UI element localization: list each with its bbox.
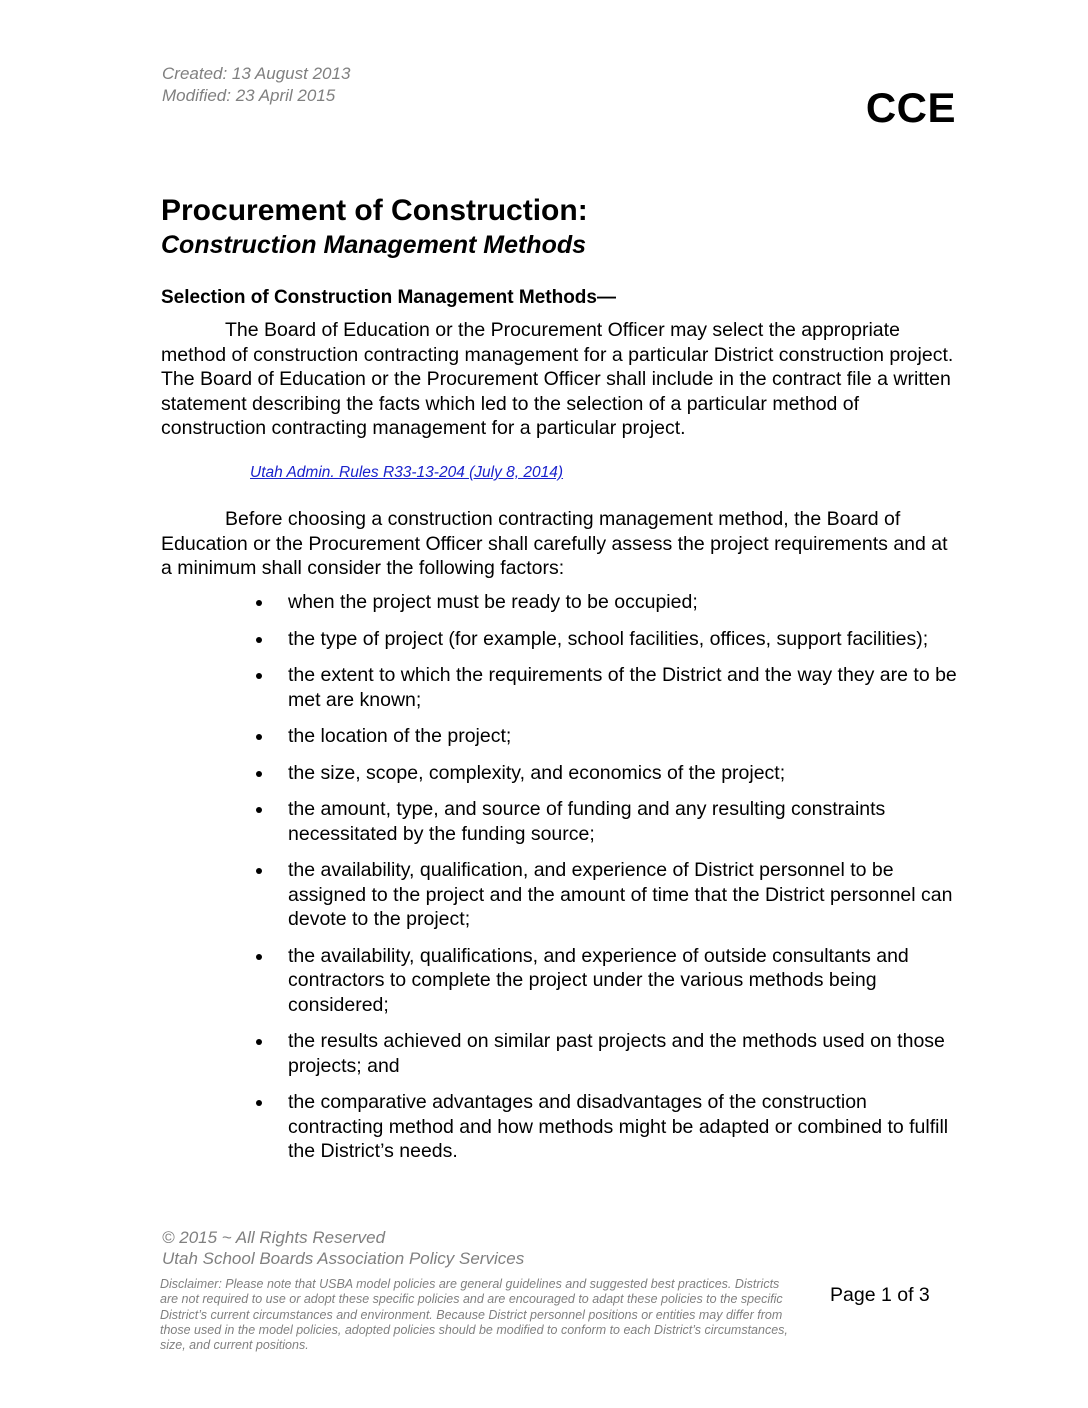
bullet-icon — [256, 807, 262, 813]
footer-disclaimer: Disclaimer: Please note that USBA model policies are general guidelines and suggested best practices. Districts are not required to use or adopt these specific policies and are encouraged to adapt these policies to the specific District’s current circumstances and environment. Because District personnel positions or entities may differ from those used in the model policies, adopted policies should be modified to conform to each District’s circumstances, size, and current positions. — [160, 1277, 788, 1353]
page-subtitle: Construction Management Methods — [161, 231, 587, 259]
list-item: the extent to which the requirements of the District and the way they are to be met are known; — [232, 663, 962, 712]
list-item: the availability, qualifications, and experience of outside consultants and contractors to complete the project under the various methods being considered; — [232, 944, 962, 1018]
list-item: the location of the project; — [232, 724, 962, 749]
list-item: the availability, qualification, and experience of District personnel to be assigned to the project and the amount of time that the District personnel can devote to the project; — [232, 858, 962, 932]
page-title: Procurement of Construction: — [161, 194, 588, 227]
paragraph-factors-intro-text: Before choosing a construction contracting management method, the Board of Education or the Procurement Officer shall carefully assess the project requirements and at a minimum shall consider the following factors: — [161, 508, 948, 579]
list-item: the comparative advantages and disadvantages of the construction contracting method and how methods might be adapted or combined to fulfill the District’s needs. — [232, 1090, 962, 1164]
list-item: the type of project (for example, school facilities, offices, support facilities); — [232, 627, 962, 652]
list-item: the size, scope, complexity, and economics of the project; — [232, 761, 962, 786]
created-date: Created: 13 August 2013 — [162, 64, 351, 83]
list-item: the results achieved on similar past projects and the methods used on those projects; and — [232, 1029, 962, 1078]
bullet-icon — [256, 734, 262, 740]
bullet-icon — [256, 673, 262, 679]
policy-code: CCE — [865, 84, 956, 131]
bullet-icon — [256, 1039, 262, 1045]
list-item: when the project must be ready to be occupied; — [232, 590, 962, 615]
footer-organization: Utah School Boards Association Policy Services — [162, 1249, 525, 1268]
bullet-icon — [256, 637, 262, 643]
bullet-icon — [256, 771, 262, 777]
paragraph-factors-intro — [161, 507, 961, 581]
bullet-icon — [256, 600, 262, 606]
citation-link[interactable]: Utah Admin. Rules R33-13-204 (July 8, 2014) — [250, 464, 564, 481]
page-number: Page 1 of 3 — [830, 1284, 930, 1306]
bullet-icon — [256, 868, 262, 874]
footer-copyright: © 2015 ~ All Rights Reserved — [162, 1228, 386, 1247]
list-item: the amount, type, and source of funding and any resulting constraints necessitated by the funding source; — [232, 797, 962, 846]
bullet-icon — [256, 1100, 262, 1106]
paragraph-selection — [161, 318, 961, 441]
paragraph-selection-text: The Board of Education or the Procurement Officer may select the appropriate method of construction contracting management for a particular District construction project. The Board of Education or the Procurement Officer shall include in the contract file a written statement describing the facts which led to the selection of a particular method of construction contracting management for a particular project. — [161, 319, 954, 439]
factors-list — [232, 590, 962, 1176]
bullet-icon — [256, 954, 262, 960]
modified-date: Modified: 23 April 2015 — [162, 86, 336, 105]
section-heading: Selection of Construction Management Methods— — [161, 287, 616, 308]
